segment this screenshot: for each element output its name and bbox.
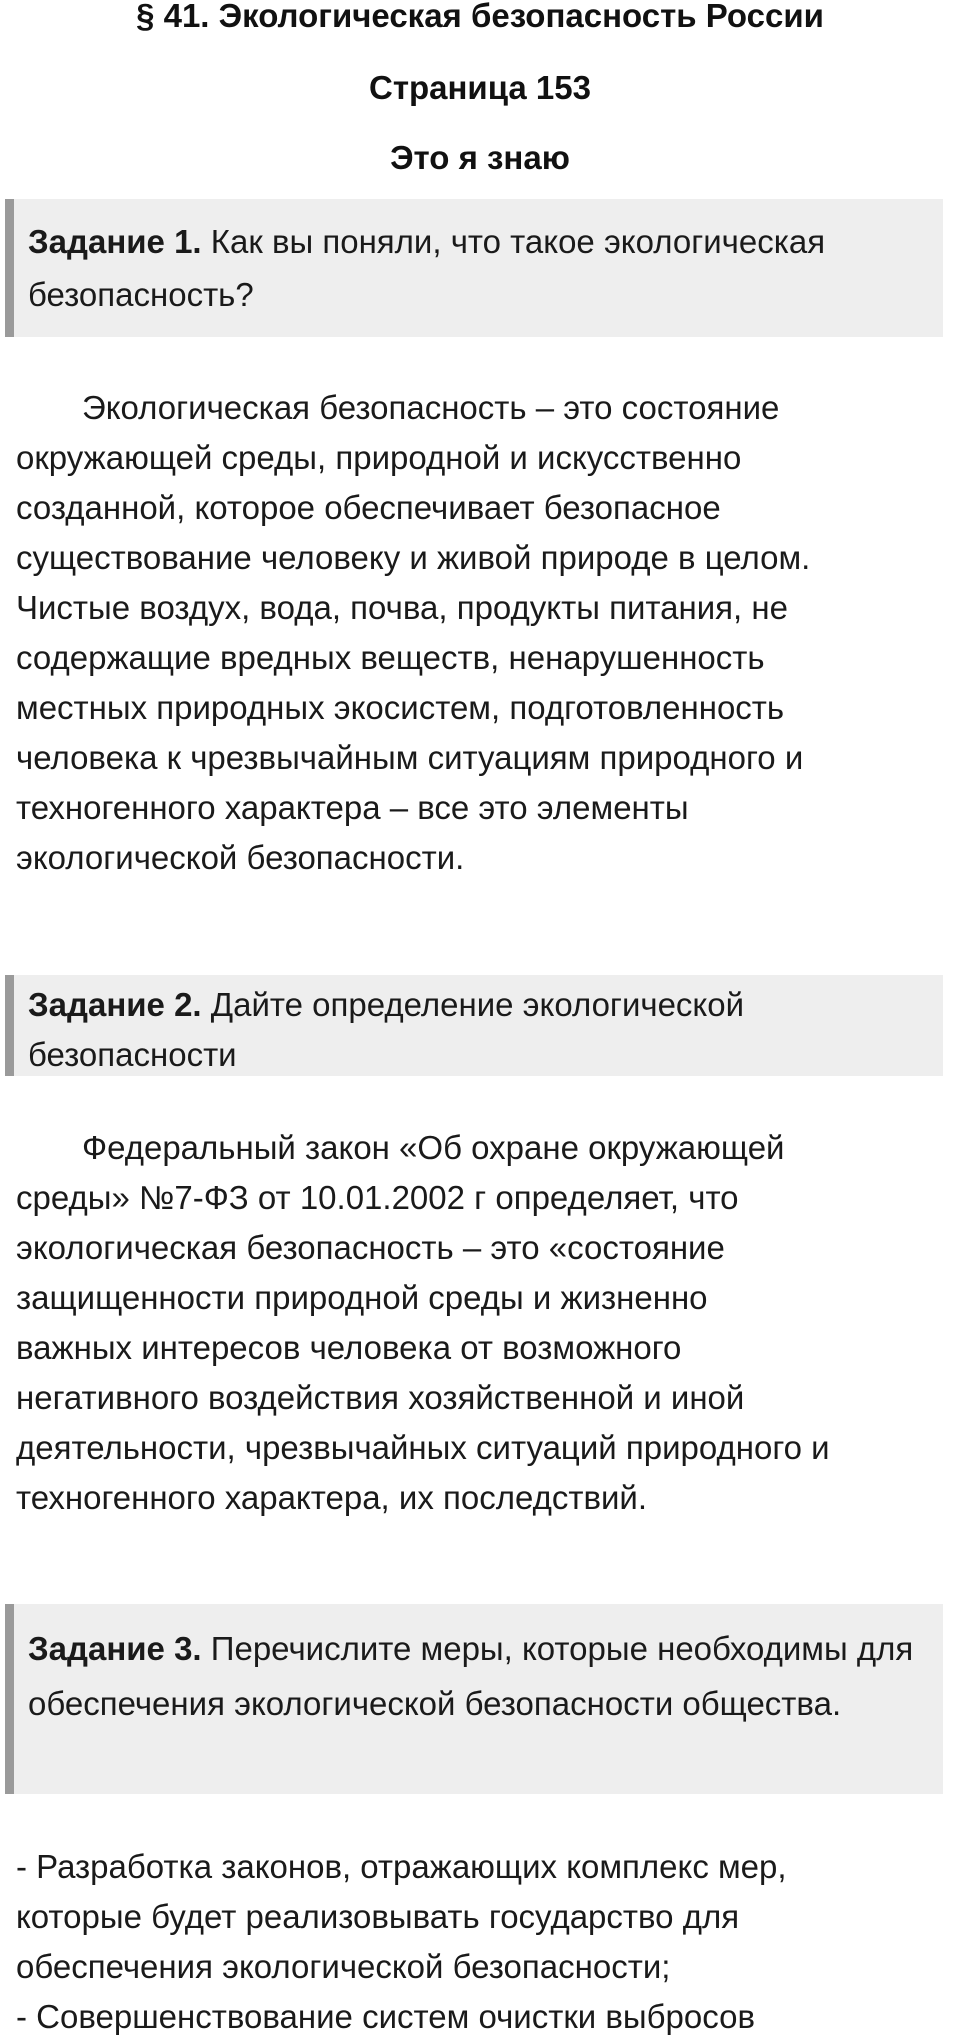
task-1-label: Задание 1. — [28, 223, 202, 260]
answer-line: которые будет реализовывать государство для — [16, 1898, 740, 1935]
answer-line: обеспечения экологической безопасности; — [16, 1948, 671, 1985]
task-2-answer — [16, 1123, 946, 1523]
page-number: Страница 153 — [369, 69, 591, 106]
task-2-answer-paragraph — [16, 1123, 946, 1173]
answer-line: Федеральный закон «Об охране окружающей — [82, 1129, 785, 1166]
task-2-question: Дайте определение экологической безопасности — [28, 986, 745, 1073]
answer-line: деятельности, чрезвычайных ситуаций природного и — [16, 1429, 830, 1466]
task-3-question: Перечислите меры, которые необходимы для обеспечения экологической безопасности общества. — [28, 1630, 914, 1722]
answer-line: содержащие вредных веществ, ненарушенность — [16, 639, 765, 676]
answer-line: окружающей среды, природной и искусственно — [16, 439, 742, 476]
task-1-answer — [16, 383, 946, 883]
answer-line: экологической безопасности. — [16, 839, 465, 876]
answer-line: - Совершенствование систем очистки выбросов — [16, 1998, 755, 2035]
task-2-question-box — [5, 975, 943, 1076]
section-title: § 41. Экологическая безопасность России — [136, 0, 824, 34]
task-1-question-box — [5, 199, 943, 337]
answer-line: негативного воздействия хозяйственной и иной — [16, 1379, 745, 1416]
answer-line: среды» №7-ФЗ от 10.01.2002 г определяет, что — [16, 1179, 739, 1216]
task-3-question-box — [5, 1604, 943, 1794]
answer-line: важных интересов человека от возможного — [16, 1329, 682, 1366]
task-3-answer — [16, 1842, 946, 2042]
answer-line: человека к чрезвычайным ситуациям природного и — [16, 739, 804, 776]
section-subtitle: Это я знаю — [390, 139, 570, 176]
answer-line: экологическая безопасность – это «состояние — [16, 1229, 725, 1266]
answer-line: созданной, которое обеспечивает безопасное — [16, 489, 721, 526]
answer-line: существование человеку и живой природе в целом. — [16, 539, 811, 576]
task-3-label: Задание 3. — [28, 1630, 202, 1667]
answer-line: защищенности природной среды и жизненно — [16, 1279, 708, 1316]
answer-line: - Разработка законов, отражающих комплекс мер, — [16, 1848, 787, 1885]
task-2-label: Задание 2. — [28, 986, 202, 1023]
answer-line: техногенного характера, их последствий. — [16, 1479, 648, 1516]
task-1-answer-paragraph — [16, 383, 946, 433]
answer-line: техногенного характера – все это элементы — [16, 789, 689, 826]
task-1-question: Как вы поняли, что такое экологическая безопасность? — [28, 223, 826, 313]
answer-line: Чистые воздух, вода, почва, продукты питания, не — [16, 589, 788, 626]
answer-line: местных природных экосистем, подготовленность — [16, 689, 785, 726]
answer-line: Экологическая безопасность – это состояние — [82, 389, 780, 426]
